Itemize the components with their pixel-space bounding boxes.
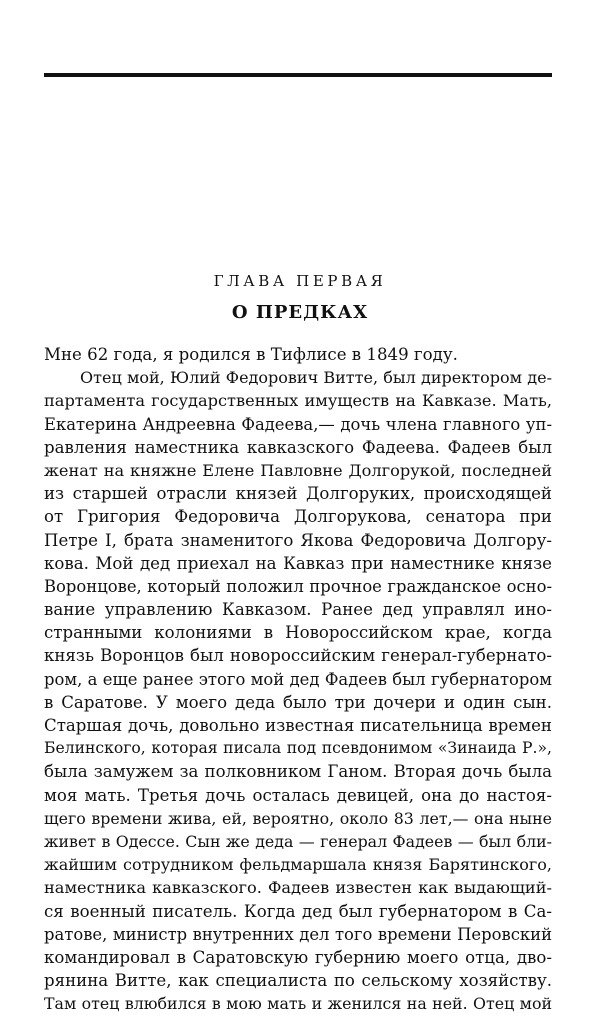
- text-line: живет в Одессе. Сын же деда — генерал Фадеев — был бли-: [44, 831, 552, 851]
- text-line: вание управлению Кавказом. Ранее дед управлял ино-: [44, 600, 552, 620]
- text-line: моя мать. Третья дочь осталась девицей, она до настоя-: [44, 785, 552, 805]
- text-line: из старшей отрасли князей Долгоруких, происходящей: [44, 484, 552, 504]
- text-line: Воронцове, который положил прочное гражданское осно-: [44, 576, 552, 596]
- text-line: в Саратове. У моего деда было три дочери и один сын.: [44, 692, 552, 712]
- text-line: рянина Витте, как специалиста по сельскому хозяйству.: [44, 971, 552, 991]
- text-line: партамента государственных имуществ на Кавказе. Мать,: [44, 391, 552, 411]
- text-line: женат на княжне Елене Павловне Долгорукой, последней: [44, 460, 552, 480]
- text-line: Петре I, брата знаменитого Якова Федоровича Долгору-: [44, 530, 552, 550]
- text-line: ром, а еще ранее этого мой дед Фадеев был губернатором: [44, 669, 552, 689]
- text-line: щего времени жива, ей, вероятно, около 83 лет,— она ныне: [44, 808, 552, 828]
- text-line: от Григория Федоровича Долгорукова, сенатора при: [44, 507, 552, 527]
- text-line: странными колониями в Новороссийском крае, когда: [44, 623, 552, 643]
- text-line: Мне 62 года, я родился в Тифлисе в 1849 году.: [44, 345, 458, 364]
- text-line: равления наместника кавказского Фадеева. Фадеев был: [44, 437, 552, 457]
- text-line: Белинского, которая писала под псевдонимом «Зинаида Р.»,: [44, 739, 552, 758]
- text-line: командировал в Саратовскую губернию моего отца, дво-: [44, 947, 552, 967]
- text-line: Старшая дочь, довольно известная писательница времен: [44, 716, 552, 735]
- text-line: жайшим сотрудником фельдмаршала князя Барятинского,: [44, 855, 552, 875]
- text-line: князь Воронцов был новороссийским генерал-губернато-: [44, 646, 552, 666]
- body-text: [44, 343, 552, 1015]
- text-line: наместника кавказского. Фадеев известен как выдающий-: [44, 878, 552, 898]
- text-line: кова. Мой дед приехал на Кавказ при наместнике князе: [44, 553, 552, 573]
- text-line: была замужем за полковником Ганом. Вторая дочь была: [44, 762, 552, 782]
- text-line: Отец мой, Юлий Федорович Витте, был директором де-: [80, 368, 552, 388]
- text-line: ратове, министр внутренних дел того времени Перовский: [44, 924, 552, 944]
- text-line: Екатерина Андреевна Фадеева,— дочь члена главного уп-: [44, 414, 552, 434]
- text-line: Там отец влюбился в мою мать и женился на ней. Отец мой: [44, 994, 552, 1014]
- chapter-label: ГЛАВА ПЕРВАЯ: [213, 272, 387, 290]
- top-rule: [44, 73, 552, 77]
- text-line: ся военный писатель. Когда дед был губернатором в Са-: [44, 901, 552, 921]
- chapter-title: О ПРЕДКАХ: [231, 302, 369, 323]
